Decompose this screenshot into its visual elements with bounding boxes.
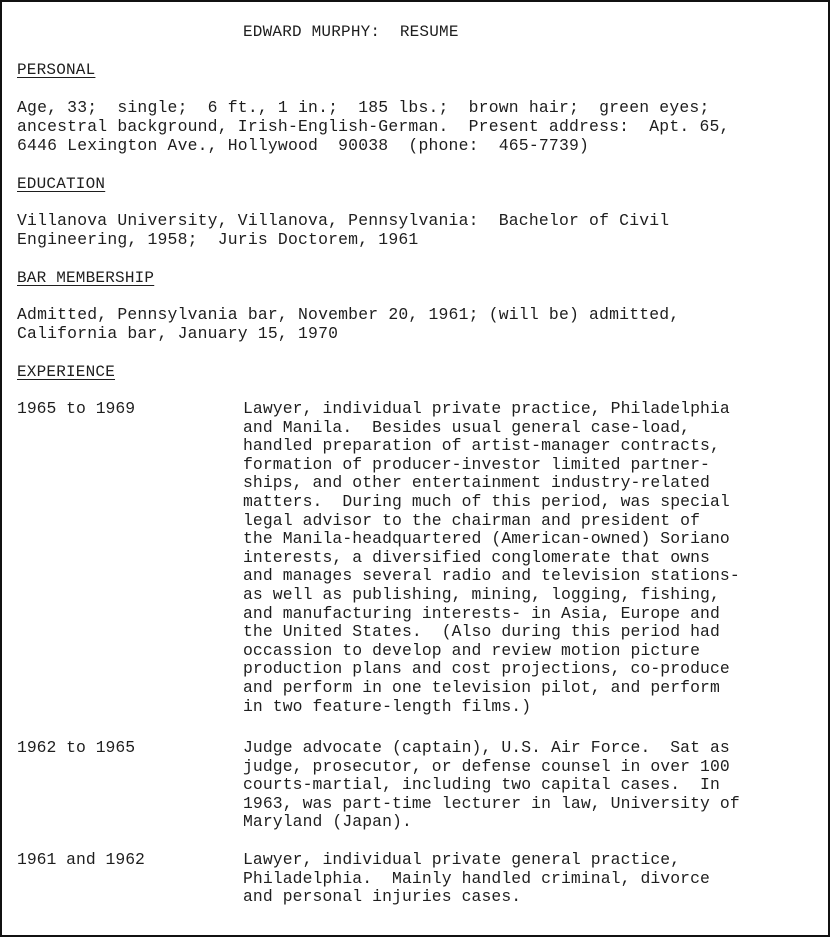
experience-description-line: matters. During much of this period, was special xyxy=(243,492,730,511)
experience-description-line: and Manila. Besides usual general case-load, xyxy=(243,417,691,437)
section-heading-experience: EXPERIENCE xyxy=(17,363,116,381)
experience-date: 1961 and 1962 xyxy=(17,850,145,869)
personal-line: 6446 Lexington Ave., Hollywood 90038 (phone: 465-7739) xyxy=(17,136,590,155)
experience-description-line: and perform in one television pilot, and perform xyxy=(243,678,720,697)
page-title: EDWARD MURPHY: RESUME xyxy=(243,23,459,41)
experience-description-line: Lawyer, individual private practice, Philadelphia xyxy=(243,399,730,418)
experience-description-line: Maryland (Japan). xyxy=(243,812,412,832)
experience-description-line: the United States. (Also during this period had xyxy=(243,622,720,642)
education-line: Engineering, 1958; Juris Doctorem, 1961 xyxy=(17,230,419,249)
experience-description-line: and personal injuries cases. xyxy=(243,887,522,907)
experience-description-line: production plans and cost projections, co-produce xyxy=(243,659,730,679)
experience-description-line: Philadelphia. Mainly handled criminal, divorce xyxy=(243,868,710,888)
experience-description-line: Lawyer, individual private general practice, xyxy=(243,850,681,869)
experience-description-line: the Manila-headquartered (American-owned) Soriano xyxy=(243,529,730,549)
section-heading-education: EDUCATION xyxy=(17,175,106,193)
experience-description-line: in two feature-length films.) xyxy=(243,696,532,716)
experience-description-line: as well as publishing, mining, logging, fishing, xyxy=(243,585,720,604)
experience-description-line: courts-martial, including two capital cases. In xyxy=(243,775,720,795)
experience-date: 1965 to 1969 xyxy=(17,399,136,418)
experience-description-line: Judge advocate (captain), U.S. Air Force. Sat as xyxy=(243,738,730,757)
education-line: Villanova University, Villanova, Pennsylvania: Bachelor of Civil xyxy=(17,211,670,230)
experience-description-line: occassion to develop and review motion picture xyxy=(243,640,701,660)
experience-description-line: ships, and other entertainment industry-related xyxy=(243,473,710,493)
bar-line: California bar, January 15, 1970 xyxy=(17,324,339,343)
experience-description-line: interests, a diversified conglomerate that owns xyxy=(243,547,710,567)
experience-description-line: and manages several radio and television stations- xyxy=(243,566,740,586)
experience-description-line: legal advisor to the chairman and president of xyxy=(243,510,701,530)
experience-description-line: and manufacturing interests- in Asia, Europe and xyxy=(243,603,720,623)
bar-line: Admitted, Pennsylvania bar, November 20, 1961; (will be) admitted, xyxy=(17,305,680,324)
personal-line: ancestral background, Irish-English-German. Present address: Apt. 65, xyxy=(17,117,730,136)
experience-description-line: judge, prosecutor, or defense counsel in over 100 xyxy=(243,756,730,776)
personal-line: Age, 33; single; 6 ft., 1 in.; 185 lbs.; brown hair; green eyes; xyxy=(17,98,710,117)
section-heading-bar-membership: BAR MEMBERSHIP xyxy=(17,269,155,287)
experience-description-line: handled preparation of artist-manager contracts, xyxy=(243,436,720,456)
experience-date: 1962 to 1965 xyxy=(17,738,136,757)
experience-description-line: formation of producer-investor limited partner- xyxy=(243,454,710,474)
experience-description-line: 1963, was part-time lecturer in law, University of xyxy=(243,793,740,813)
section-heading-personal: PERSONAL xyxy=(17,61,96,79)
